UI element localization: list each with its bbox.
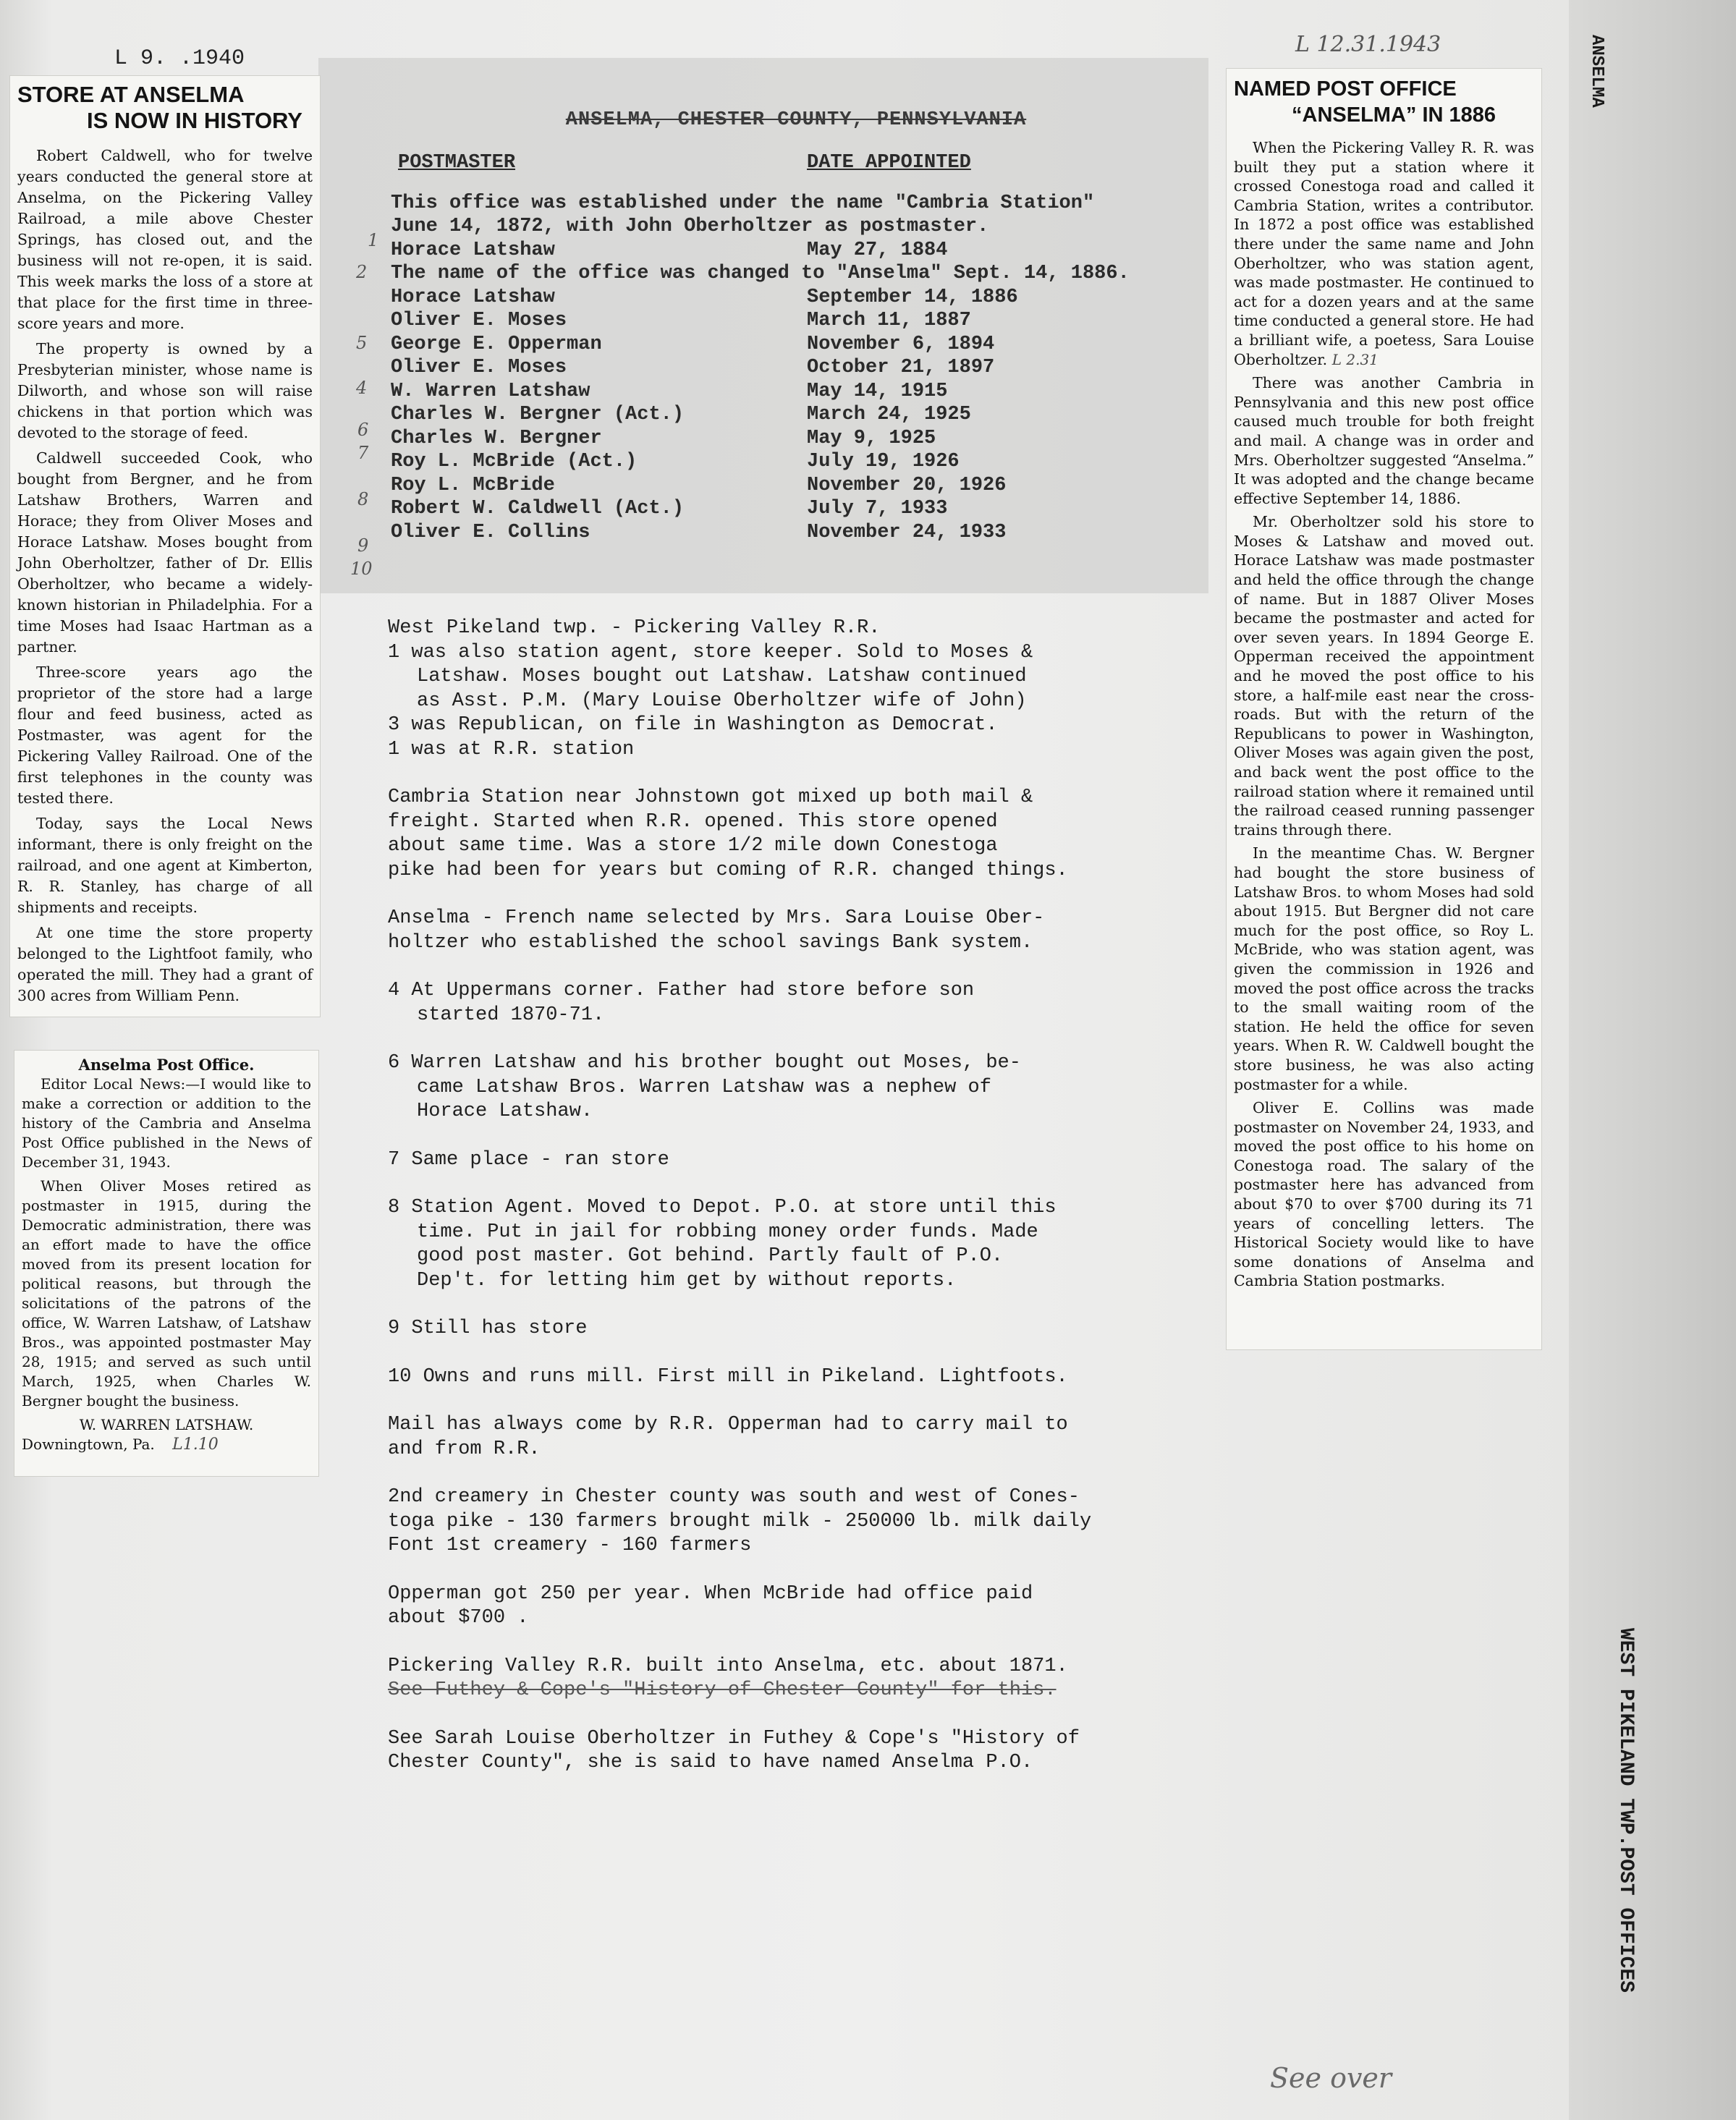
note-line: Opperman got 250 per year. When McBride had office paid xyxy=(388,1582,1033,1605)
appointment-date: March 11, 1887 xyxy=(807,310,971,331)
clipping-store-at-anselma xyxy=(10,76,320,1017)
clipping-paragraph: Caldwell succeeded Cook, who bought from Bergner, and he from Latshaw Brothers, Warren and Horace; they from Oliver Moses and Horace Latshaw. Moses bought from John Oberholtzer, father of Dr. Ellis Oberholtzer, who became a widely-known historian in Philadelphia. For a time Moses had Isaac Hartman as a partner. xyxy=(17,449,313,656)
postmaster-name: Roy L. McBride xyxy=(391,474,555,496)
intro-line: June 14, 1872, with John Oberholtzer as postmaster. xyxy=(391,216,989,237)
headline-line-1: NAMED POST OFFICE xyxy=(1234,77,1457,101)
table-row xyxy=(391,474,1201,498)
clipping-paragraph: Oliver E. Collins was made postmaster on November 24, 1933, and moved the post office to his home on Conestoga road. The salary of the postmaster here has advanced from about $70 to over $700 during its 71 years of concelling letters. The Historical Society would like to have some donations of Anselma and Cambria Station postmarks. xyxy=(1234,1099,1534,1290)
note-line: Font 1st creamery - 160 farmers xyxy=(388,1535,752,1556)
table-row xyxy=(391,521,1201,545)
clipping-letter-to-editor xyxy=(14,1051,318,1476)
note-line: time. Put in jail for robbing money order funds. Made xyxy=(417,1221,1038,1243)
note-line: See Futhey & Cope's "History of Chester County" for this. xyxy=(388,1679,1057,1701)
postmaster-name: W. Warren Latshaw xyxy=(391,380,590,402)
note-line: See Sarah Louise Oberholtzer in Futhey & Cope's "History of xyxy=(388,1727,1080,1750)
side-title-top: ANSELMA xyxy=(1587,35,1606,108)
note-line: Anselma - French name selected by Mrs. Sara Louise Ober- xyxy=(388,907,1045,929)
letter-paragraph: Editor Local News:—I would like to make a correction or addition to the history of the Cambria and Anselma Post Office published in the News of December 31, 1943. xyxy=(22,1075,311,1171)
table-row xyxy=(391,333,1201,357)
appointment-date: March 24, 1925 xyxy=(807,404,971,425)
note-line: came Latshaw Bros. Warren Latshaw was a nephew of xyxy=(417,1076,991,1098)
note-line: 10 Owns and runs mill. First mill in Pikeland. Lightfoots. xyxy=(388,1365,1068,1388)
note-line: Pickering Valley R.R. built into Anselma, etc. about 1871. xyxy=(388,1655,1068,1677)
letter-location: Downingtown, Pa. xyxy=(22,1436,155,1453)
clipping-headline xyxy=(17,82,313,134)
postmaster-name: Charles W. Bergner xyxy=(391,427,602,449)
note-line: 3 was Republican, on file in Washington as Democrat. xyxy=(388,714,998,736)
clipping-paragraph: The property is owned by a Presbyterian minister, whose name is Dilworth, and whose son will raise chickens in that portion which was devoted to the storage of feed. xyxy=(17,340,313,441)
note-line: freight. Started when R.R. opened. This store opened xyxy=(388,810,998,833)
note-line: 1 was at R.R. station xyxy=(388,738,635,760)
clipping-paragraph: Robert Caldwell, who for twelve years conducted the general store at Anselma, on the Pickering Valley Railroad, a mile above Chester Springs, has closed out, and the business will not re-open, it is said. This week marks the loss of a store at that place for the first time in three-score years and more. xyxy=(17,147,313,332)
appointment-date: November 6, 1894 xyxy=(807,333,995,355)
appointment-date: September 14, 1886 xyxy=(807,286,1018,308)
note-line: toga pike - 130 farmers brought milk - 250000 lb. milk daily xyxy=(388,1510,1092,1532)
postmaster-name: Oliver E. Moses xyxy=(391,357,567,378)
appointment-date: July 7, 1933 xyxy=(807,498,948,520)
note-line: started 1870-71. xyxy=(417,1004,605,1026)
postmaster-name: Charles W. Bergner (Act.) xyxy=(391,404,685,425)
note-line: as Asst. P.M. (Mary Louise Oberholtzer wife of John) xyxy=(417,690,1027,712)
margin-number: 1 xyxy=(368,230,379,250)
clipping-paragraph xyxy=(1234,138,1534,369)
appointment-date: May 27, 1884 xyxy=(807,239,948,261)
paragraph-text: When the Pickering Valley R. R. was built they put a station where it crossed Conestoga road and called it Cambria Station, writes a contributor. In 1872 a post office was established there under the same name and John Oberholtzer, who was station agent, was made postmaster. He continued to act for a dozen years and at the same time conducted a general store. He had a brilliant wife, a poetess, Sara Louise Oberholtzer. xyxy=(1234,139,1534,368)
appointment-date: July 19, 1926 xyxy=(807,451,960,472)
clipping-paragraph: Today, says the Local News informant, there is only freight on the railroad, and one agent at Kimberton, R. R. Stanley, has charge of all shipments and receipts. xyxy=(17,815,313,916)
margin-number: 8 xyxy=(357,489,369,509)
table-row xyxy=(391,403,1201,427)
note-line: Chester County", she is said to have named Anselma P.O. xyxy=(388,1752,1033,1773)
table-row xyxy=(391,309,1201,333)
clipping-paragraph: Three-score years ago the proprietor of the store had a large flour and feed business, acted as Postmaster, was agent for the Pickering Valley Railroad. One of the first telephones in the county was tested there. xyxy=(17,663,313,807)
margin-number: 10 xyxy=(350,559,373,579)
table-row xyxy=(391,427,1201,451)
clipping-paragraph: Mr. Oberholtzer sold his store to Moses & Latshaw and moved out. Horace Latshaw was made postmaster and held the office through the change of name. But in 1887 Oliver Moses became the postmaster and acted for over seven years. In 1894 George E. Opperman received the appointment and he moved the post office to his store, a half-mile east near the cross-roads. But with the return of the Republicans to power in Washington, Oliver Moses was again given the post, and back went the post office to the railroad station where it remained until the railroad ceased running passenger trains through there. xyxy=(1234,513,1534,839)
margin-number: 4 xyxy=(356,378,368,398)
postmaster-name: Horace Latshaw xyxy=(391,286,555,308)
date-stamp-right: L 12.31.1943 xyxy=(1295,32,1441,57)
letter-paragraph: When Oliver Moses retired as postmaster in 1915, during the Democratic administration, there was an effort made to have the office moved from its present location for political reasons, but through the solicitations of the patrons of the office, W. Warren Latshaw, of Latshaw Bros., was appointed postmaster May 28, 1915; and served as such until March, 1925, when Charles W. Bergner bought the business. xyxy=(22,1177,311,1409)
postmaster-table xyxy=(391,109,1201,544)
col-date-appointed: DATE APPOINTED xyxy=(807,151,971,174)
letter-location-line xyxy=(22,1435,311,1454)
clipping-paragraph: At one time the store property belonged to the Lightfoot family, who operated the mill. They had a grant of 300 acres from William Penn. xyxy=(17,924,313,1004)
note-line: Latshaw. Moses bought out Latshaw. Latshaw continued xyxy=(417,666,1027,687)
intro-line: This office was established under the name "Cambria Station" xyxy=(391,192,1095,214)
postmaster-name: Robert W. Caldwell (Act.) xyxy=(391,498,685,520)
note-line: about $700 . xyxy=(388,1607,529,1629)
note-line: 4 At Uppermans corner. Father had store before son xyxy=(388,980,975,1001)
table-row xyxy=(391,286,1201,310)
note-line: Cambria Station near Johnstown got mixed up both mail & xyxy=(388,786,1033,808)
note-line: 9 Still has store xyxy=(388,1318,588,1339)
appointment-date: October 21, 1897 xyxy=(807,357,995,378)
note-line: Dep't. for letting him get by without reports. xyxy=(417,1269,957,1292)
table-row xyxy=(391,450,1201,474)
headline-line-2: “ANSELMA” IN 1886 xyxy=(1292,103,1496,127)
letter-heading: Anselma Post Office. xyxy=(78,1056,255,1074)
headline-line-2: IS NOW IN HISTORY xyxy=(87,108,302,133)
margin-number: 9 xyxy=(357,535,369,556)
note-line: pike had been for years but coming of R.R. changed things. xyxy=(388,859,1068,881)
margin-number: 5 xyxy=(356,333,368,353)
appointment-date: May 9, 1925 xyxy=(807,427,936,449)
table-row xyxy=(391,239,1201,263)
clipping-paragraph: In the meantime Chas. W. Bergner had bought the store business of Latshaw Bros. to whom Moses had sold about 1915. But Bergner did not care much for the post office, so Roy L. McBride, who was station agent, was given the commission in 1926 and moved the post office across the tracks to the small waiting room of the station. He held the office for seven years. When R. W. Caldwell bought the store business, he was also acting postmaster for a while. xyxy=(1234,844,1534,1093)
appointment-date: November 20, 1926 xyxy=(807,474,1007,496)
letter-signature: W. WARREN LATSHAW. xyxy=(79,1416,254,1433)
table-row xyxy=(391,380,1201,404)
name-change-line: The name of the office was changed to "Anselma" Sept. 14, 1886. xyxy=(391,263,1130,284)
clipping-body xyxy=(17,145,313,1006)
note-line: about same time. Was a store 1/2 mile down Conestoga xyxy=(388,835,998,857)
note-line: 6 Warren Latshaw and his brother bought out Moses, be- xyxy=(388,1052,1021,1074)
postmaster-name: Horace Latshaw xyxy=(391,239,555,261)
note-line: 8 Station Agent. Moved to Depot. P.O. at store until this xyxy=(388,1197,1057,1218)
appointment-date: May 14, 1915 xyxy=(807,380,948,402)
page-edge-strip xyxy=(1569,0,1736,2120)
note-line: West Pikeland twp. - Pickering Valley R.R. xyxy=(388,617,881,639)
table-intro xyxy=(391,192,1201,239)
postmaster-name: Roy L. McBride (Act.) xyxy=(391,451,638,472)
note-line: 7 Same place - ran store xyxy=(388,1148,669,1171)
table-title: ANSELMA, CHESTER COUNTY, PENNSYLVANIA xyxy=(565,109,1027,131)
note-line: Mail has always come by R.R. Opperman had to carry mail to xyxy=(388,1414,1068,1436)
col-postmaster: POSTMASTER xyxy=(398,151,516,174)
clipping-body xyxy=(1234,138,1534,1291)
note-line: Horace Latshaw. xyxy=(417,1101,593,1122)
clipping-headline xyxy=(1234,76,1534,128)
clipping-named-post-office xyxy=(1227,69,1541,1349)
note-line: 1 was also station agent, store keeper. Sold to Moses & xyxy=(388,641,1033,663)
postmaster-name: Oliver E. Moses xyxy=(391,310,567,331)
table-row xyxy=(391,497,1201,521)
headline-line-1: STORE AT ANSELMA xyxy=(17,82,245,107)
clipping-paragraph: There was another Cambria in Pennsylvania and this new post office caused much trouble for both freight and mail. A change was in order and Mrs. Oberholtzer suggested “Anselma.” It was adopted and the change became effective September 14, 1886. xyxy=(1234,374,1534,507)
see-over-note: See over xyxy=(1270,2062,1392,2094)
postmaster-name: Oliver E. Collins xyxy=(391,521,590,543)
table-row xyxy=(391,356,1201,380)
postmaster-name: George E. Opperman xyxy=(391,333,602,355)
note-line: 2nd creamery in Chester county was south and west of Cones- xyxy=(388,1486,1080,1508)
appointment-date: November 24, 1933 xyxy=(807,521,1007,543)
hand-date: L 2.31 xyxy=(1331,350,1379,368)
note-line: holtzer who established the school savings Bank system. xyxy=(388,931,1033,954)
typed-notes xyxy=(388,616,1213,1776)
date-stamp-left: L 9. .1940 xyxy=(114,46,245,71)
side-title-bottom: WEST PIKELAND TWP.POST OFFICES xyxy=(1614,1628,1637,1993)
margin-number: 7 xyxy=(357,443,369,463)
margin-number: 6 xyxy=(357,420,369,440)
letter-hand-date: L1.10 xyxy=(172,1436,219,1454)
note-line: and from R.R. xyxy=(388,1438,541,1460)
note-line: good post master. Got behind. Partly fault of P.O. xyxy=(417,1245,1004,1267)
margin-number: 2 xyxy=(356,262,368,282)
table-header xyxy=(391,151,1201,180)
